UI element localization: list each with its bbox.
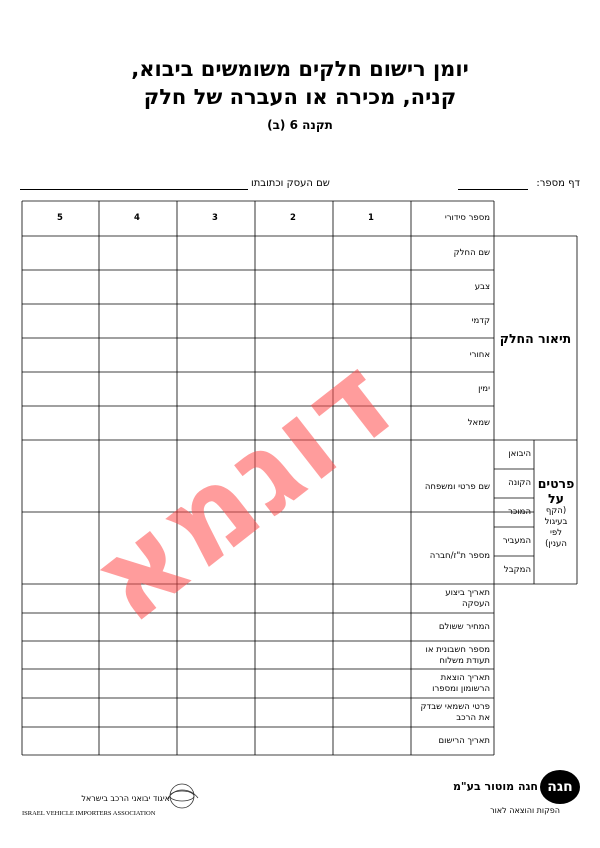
part-row-name: שם החלק — [453, 248, 490, 258]
details-line-3: (הקף — [545, 506, 567, 516]
row-invoice-l2: תעודת משלוח — [439, 656, 490, 666]
row-invoice-l1: מספר חשבונית או — [425, 645, 490, 655]
part-row-left: שמאל — [467, 418, 490, 428]
serial-number-header: מספר סידורי — [444, 213, 490, 223]
part-description-group-label: תיאור החלק — [499, 331, 572, 346]
details-line-1: פרטים — [537, 476, 575, 491]
column-header-3: 3 — [212, 213, 218, 223]
role-seller: המוכר — [508, 507, 531, 517]
regulation-label: תקנה 6 (ב) — [267, 118, 333, 132]
row-appraiser-l1: פרטי השמאי שבדק — [420, 702, 490, 712]
sample-watermark: דוגמא — [63, 328, 420, 650]
title-line-2: קניה, מכירה או העברה של חלק — [143, 85, 457, 109]
row-transaction-date-l1: תאריך ביצוע — [445, 588, 490, 598]
row-appraiser-l2: את הרכב — [456, 713, 490, 723]
role-buyer: הקונה — [508, 478, 531, 488]
association-hebrew-name: איגוד יבואני הרכב בישראל — [81, 794, 170, 803]
id-number-row: מספר ת"ז/חברה — [429, 551, 490, 561]
role-receiver: המקבל — [503, 565, 531, 575]
part-row-front: קדמי — [471, 316, 490, 326]
role-transferor: המעביר — [502, 536, 531, 546]
details-line-5: לפי — [549, 528, 563, 538]
role-importer: היבואן — [508, 449, 531, 459]
part-row-rear: אחורי — [469, 350, 490, 360]
row-appraiser — [414, 702, 490, 724]
publisher-logo-mark: חגה — [540, 770, 580, 804]
page-number-label: דף מספר: — [536, 178, 580, 189]
publisher-logo — [452, 770, 580, 822]
details-line-2: על — [548, 491, 564, 506]
column-header-5: 5 — [57, 213, 63, 223]
part-row-color: צבע — [474, 282, 490, 292]
publisher-subtitle: הפקות והוצאה לאור — [490, 806, 560, 815]
row-registration-doc — [414, 673, 490, 695]
publisher-name: חגה מוטור בע"מ — [452, 780, 538, 793]
title-line-1: יומן רישום חלקים משומשים ביבוא, — [131, 57, 469, 81]
row-registration-date: תאריך הרישום — [438, 736, 490, 746]
column-header-4: 4 — [134, 213, 140, 223]
association-english-name: ISRAEL VEHICLE IMPORTERS ASSOCIATION — [22, 810, 156, 817]
part-row-right: ימין — [478, 384, 490, 394]
column-header-1: 1 — [368, 213, 374, 223]
row-price-paid: המחיר ששולם — [438, 622, 490, 632]
row-transaction-date-l2: העסקה — [462, 599, 490, 609]
details-line-4: בעיגול — [544, 517, 568, 527]
row-invoice — [414, 645, 490, 667]
details-group-label — [536, 476, 576, 550]
full-name-row: שם פרטי ומשפחה — [424, 482, 490, 492]
business-label: שם העסק וכתובתו — [251, 178, 330, 189]
column-header-2: 2 — [290, 213, 296, 223]
row-transaction-date — [414, 588, 490, 610]
details-line-6: הענין) — [545, 539, 567, 549]
importers-association-logo — [22, 782, 202, 822]
row-registration-doc-l1: תאריך הוצאת — [440, 673, 490, 683]
row-registration-doc-l2: הרשומון ומספרו — [432, 684, 490, 694]
